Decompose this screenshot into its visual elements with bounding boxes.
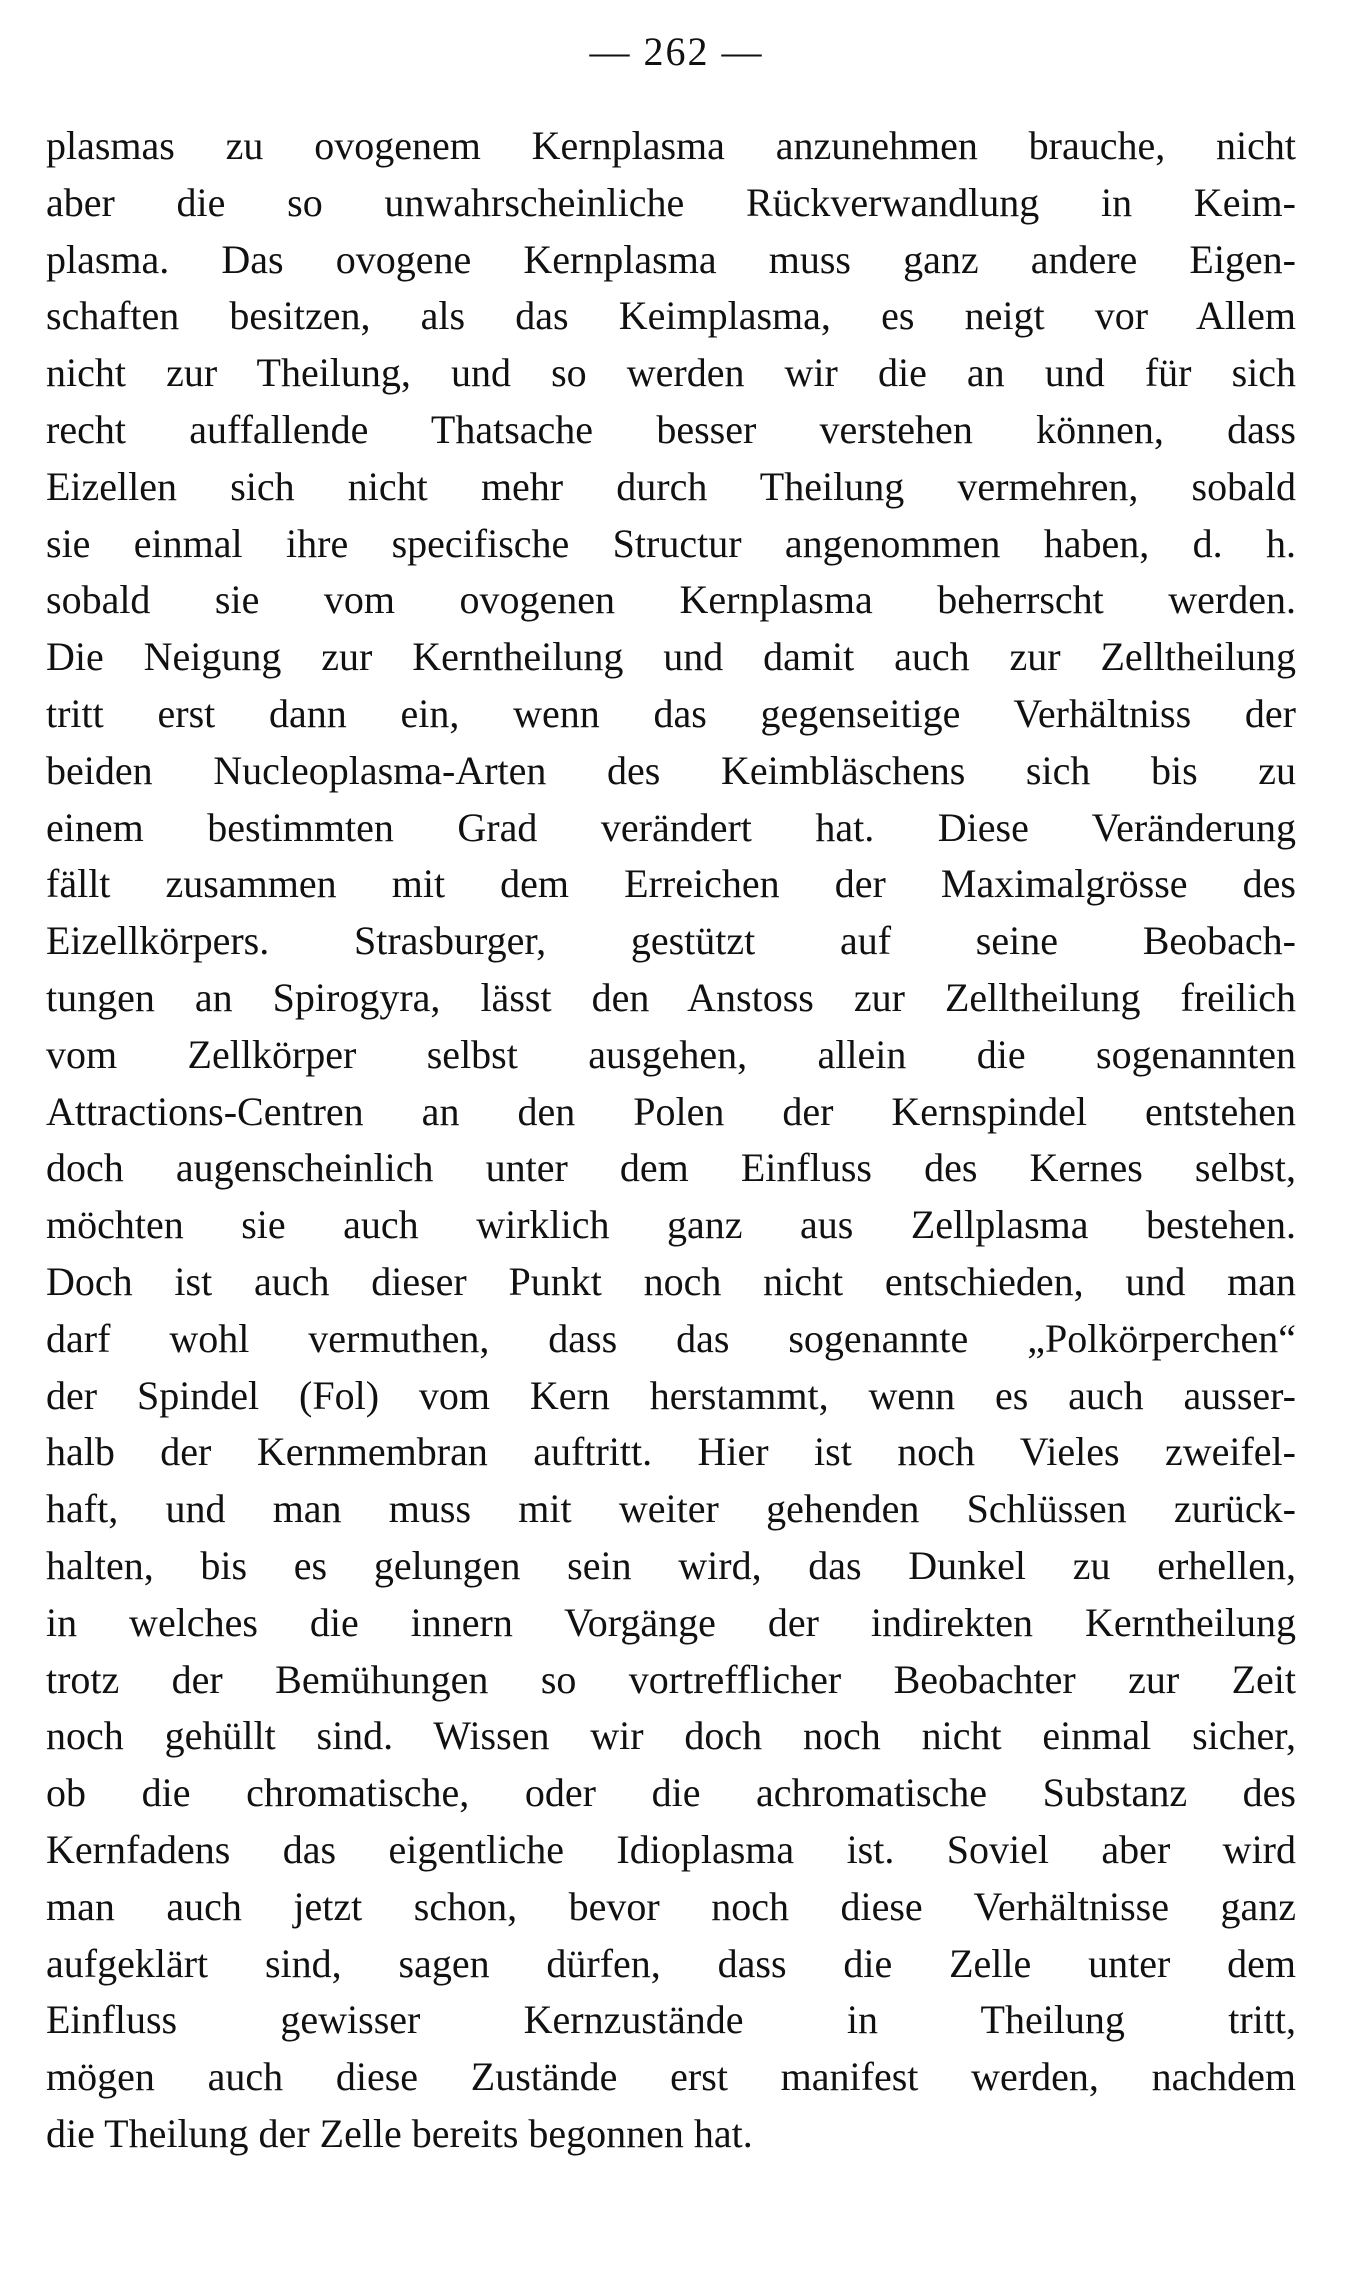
text-line: fällt zusammen mit dem Erreichen der Maximalgrösse des (46, 861, 1296, 907)
text-line: man auch jetzt schon, bevor noch diese Verhältnisse ganz (46, 1883, 1296, 1929)
text-line: vom Zellkörper selbst ausgehen, allein die sogenannten (46, 1031, 1296, 1077)
text-line: die Theilung der Zelle bereits begonnen hat. (46, 2110, 753, 2156)
text-line: Kernfadens das eigentliche Idioplasma ist. Soviel aber wird (46, 1826, 1296, 1872)
page-number: — 262 — (589, 29, 764, 74)
text-line: tritt erst dann ein, wenn das gegenseitige Verhältniss der (46, 690, 1296, 736)
text-line: trotz der Bemühungen so vortrefflicher Beobachter zur Zeit (46, 1656, 1296, 1702)
text-line: aber die so unwahrscheinliche Rückverwandlung in Keim- (46, 179, 1296, 225)
text-line: tungen an Spirogyra, lässt den Anstoss zur Zelltheilung freilich (46, 974, 1296, 1020)
text-line: haft, und man muss mit weiter gehenden Schlüssen zurück- (46, 1486, 1296, 1532)
text-line: recht auffallende Thatsache besser verstehen können, dass (46, 406, 1296, 452)
text-line: Doch ist auch dieser Punkt noch nicht entschieden, und man (46, 1258, 1296, 1304)
text-line: sie einmal ihre specifische Structur angenommen haben, d. h. (46, 520, 1296, 566)
text-line: noch gehüllt sind. Wissen wir doch noch nicht einmal sicher, (46, 1713, 1296, 1759)
text-line: darf wohl vermuthen, dass das sogenannte „Polkörperchen“ (46, 1315, 1296, 1361)
text-line: schaften besitzen, als das Keimplasma, es neigt vor Allem (46, 293, 1296, 339)
text-line: möchten sie auch wirklich ganz aus Zellplasma bestehen. (46, 1202, 1296, 1248)
text-line: Eizellen sich nicht mehr durch Theilung vermehren, sobald (46, 463, 1296, 509)
text-line: halten, bis es gelungen sein wird, das Dunkel zu erhellen, (46, 1542, 1296, 1588)
text-line: in welches die innern Vorgänge der indirekten Kerntheilung (46, 1599, 1296, 1645)
text-line: mögen auch diese Zustände erst manifest werden, nachdem (46, 2054, 1296, 2100)
text-line: Eizellkörpers. Strasburger, gestützt auf seine Beobach- (46, 918, 1296, 964)
text-line: der Spindel (Fol) vom Kern herstammt, wenn es auch ausser- (46, 1372, 1296, 1418)
text-line: ob die chromatische, oder die achromatische Substanz des (46, 1770, 1296, 1816)
text-line: plasma. Das ovogene Kernplasma muss ganz andere Eigen- (46, 236, 1296, 282)
text-line: einem bestimmten Grad verändert hat. Diese Veränderung (46, 804, 1296, 850)
text-line: nicht zur Theilung, und so werden wir die an und für sich (46, 350, 1296, 396)
text-line: doch augenscheinlich unter dem Einfluss des Kernes selbst, (46, 1145, 1296, 1191)
text-line: sobald sie vom ovogenen Kernplasma beherrscht werden. (46, 577, 1296, 623)
text-line: plasmas zu ovogenem Kernplasma anzunehmen brauche, nicht (46, 123, 1296, 168)
text-line: Attractions-Centren an den Polen der Kernspindel entstehen (46, 1088, 1296, 1134)
text-line: Die Neigung zur Kerntheilung und damit auch zur Zelltheilung (46, 634, 1296, 680)
text-line: beiden Nucleoplasma-Arten des Keimbläschens sich bis zu (46, 747, 1296, 793)
text-line: halb der Kernmembran auftritt. Hier ist noch Vieles zweifel- (46, 1429, 1296, 1475)
body-text (46, 118, 1296, 2163)
text-line: aufgeklärt sind, sagen dürfen, dass die Zelle unter dem (46, 1940, 1296, 1986)
text-line: Einfluss gewisser Kernzustände in Theilung tritt, (46, 1997, 1296, 2043)
